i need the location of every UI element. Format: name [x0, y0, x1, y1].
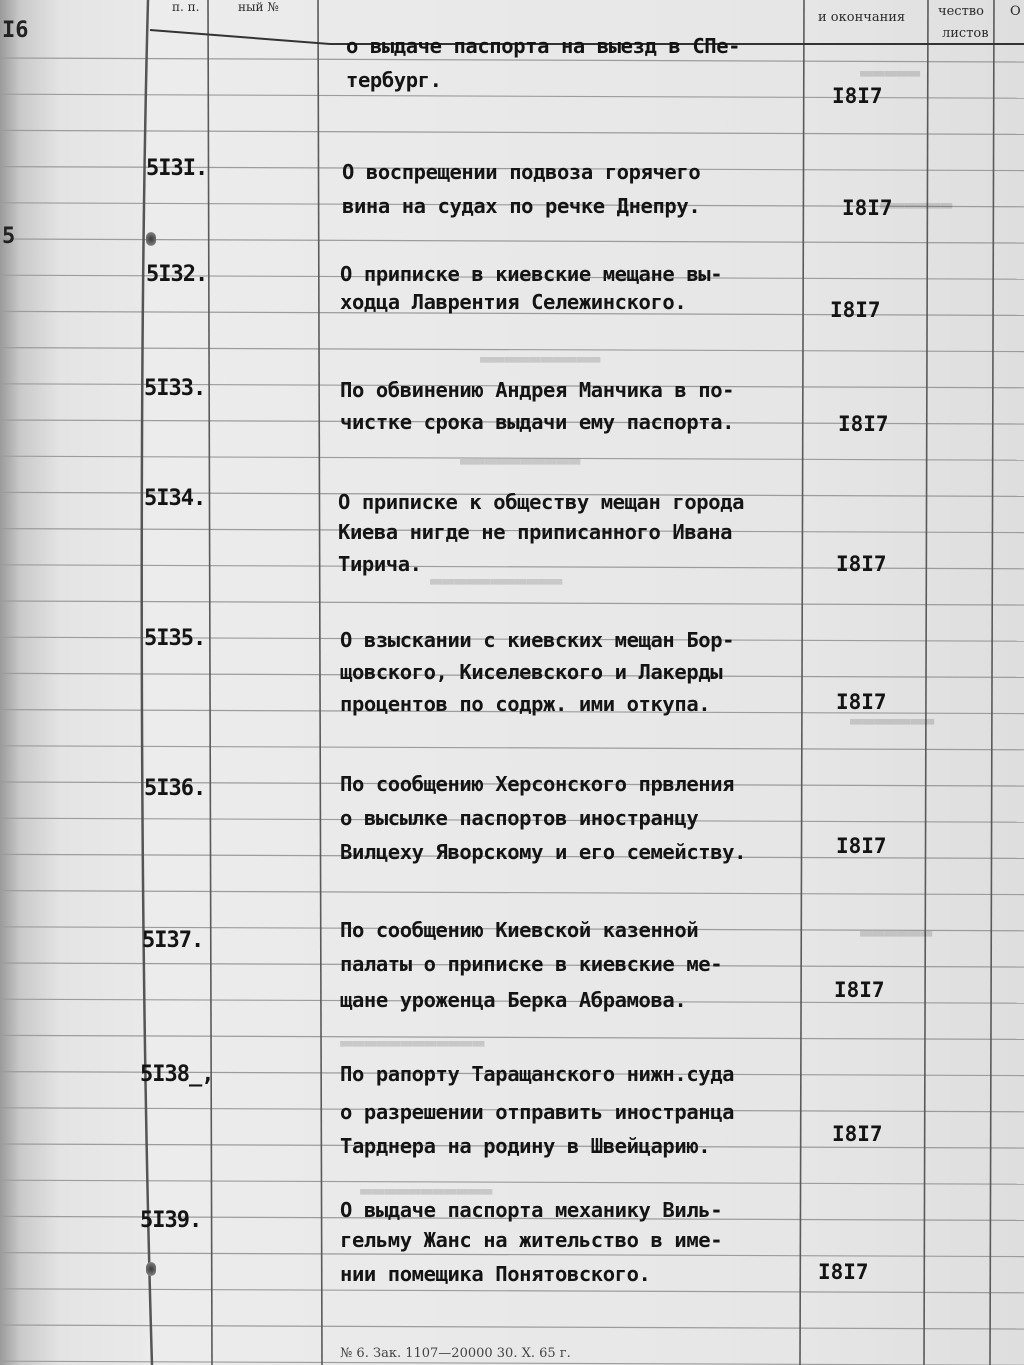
entry-title-line: О приписке в киевские мещане вы- [340, 262, 723, 286]
ruled-line [0, 130, 1024, 134]
bleed-through: ▬▬▬▬▬ [860, 60, 921, 84]
column-border-sheets [990, 0, 994, 1365]
punch-hole [146, 1262, 156, 1276]
bleed-through: ▬▬▬▬▬▬▬▬▬▬ [460, 448, 581, 472]
entry-title-line: о разрешении отправить иностранца [340, 1100, 735, 1124]
entry-year: I8I7 [836, 834, 887, 858]
header-col-sheet-count-bottom: листов [942, 26, 989, 41]
column-border-number [208, 0, 212, 1365]
ruled-line [0, 1325, 1024, 1329]
entry-year: I8I7 [838, 412, 889, 436]
bleed-through: ▬▬▬▬▬▬▬▬▬▬▬ [430, 568, 563, 592]
entry-year: I8I7 [818, 1260, 869, 1284]
ruled-line [0, 1253, 1024, 1257]
header-col-inventory: ный № [238, 0, 279, 14]
entry-number: 5I33. [144, 376, 206, 401]
bleed-through: ▬▬▬▬▬▬▬▬▬▬ [480, 346, 601, 370]
header-col-end-date: и окончания [818, 10, 906, 25]
entry-title-line: По рапорту Таращанского нижн.суда [340, 1062, 735, 1086]
ruled-line [0, 1289, 1024, 1293]
margin-mark-top: I6 [2, 18, 29, 43]
ruled-line [0, 1180, 1024, 1184]
entry-title-line: О приписке к обществу мещан города [338, 490, 745, 514]
column-border-inventory [318, 0, 322, 1365]
print-footer: № 6. Зак. 1107—20000 30. X. 65 г. [340, 1346, 571, 1361]
entry-year: I8I7 [832, 1122, 883, 1146]
entry-year: I8I7 [842, 196, 893, 220]
entry-number: 5I35. [144, 626, 206, 651]
entry-year: I8I7 [836, 552, 887, 576]
punch-hole [146, 232, 156, 246]
entry-title-line: ходца Лаврентия Сележинского. [340, 290, 687, 314]
bleed-through: ▬▬▬▬▬▬ [860, 920, 933, 944]
entry-year: I8I7 [830, 298, 881, 322]
header-col-number: п. п. [172, 0, 200, 14]
entry-title-line: О выдаче паспорта механику Виль- [340, 1198, 723, 1222]
entry-number: 5I39. [140, 1208, 202, 1233]
ruled-line [0, 746, 1024, 750]
entry-title-line: По сообщению Херсонского првления [340, 772, 735, 796]
entry-title-line: вина на судах по речке Днепру. [342, 194, 701, 218]
ruled-line [0, 1361, 1024, 1365]
entry-year: I8I7 [836, 690, 887, 714]
entry-title-line: щовского, Киселевского и Лакерды [340, 660, 723, 684]
entry-number: 5I34. [144, 486, 206, 511]
entry-title-line: чистке срока выдачи ему паспорта. [340, 410, 735, 434]
bleed-through: ▬▬▬▬▬▬▬▬▬▬▬ [360, 1178, 493, 1202]
column-border-title [800, 0, 804, 1365]
entry-title-line: щане уроженца Берка Абрамова. [340, 988, 687, 1012]
entry-title-line: палаты о приписке в киевские ме- [340, 952, 723, 976]
entry-title-line: о выдаче паспорта на выезд в СПе- [346, 34, 741, 58]
entry-number: 5I37. [142, 928, 204, 953]
bleed-through: ▬▬▬▬▬▬ [880, 192, 953, 216]
entry-title-line: Тарднера на родину в Швейцарию. [340, 1134, 711, 1158]
entry-title-line: гельму Жанс на жительство в име- [340, 1228, 723, 1252]
entry-title-line: тербург. [346, 68, 442, 92]
ruled-line [0, 891, 1024, 895]
entry-number: 5I38_, [140, 1062, 214, 1087]
entry-title-line: нии помещика Понятовского. [340, 1262, 651, 1286]
entry-title-line: Тирича. [338, 552, 422, 576]
ruled-line [0, 601, 1024, 605]
entry-number: 5I36. [144, 776, 206, 801]
entry-number: 5I3I. [146, 156, 208, 181]
bleed-through: ▬▬▬▬▬▬▬▬▬▬▬▬ [340, 1030, 485, 1054]
margin-mark-second: 5 [2, 224, 16, 249]
entry-number: 5I32. [146, 262, 208, 287]
entry-title-line: Вилцеху Яворскому и его семейству. [340, 840, 747, 864]
binding-edge [142, 0, 152, 1365]
entry-title-line: О воспрещении подвоза горячего [342, 160, 701, 184]
header-col-extra: О [1010, 4, 1021, 19]
entry-title-line: По сообщению Киевской казенной [340, 918, 699, 942]
entry-title-line: о высылке паспортов иностранцу [340, 806, 699, 830]
entry-title-line: процентов по содрж. ими откупа. [340, 692, 711, 716]
header-col-sheet-count-top: чество [938, 4, 984, 19]
entry-title-line: По обвинению Андрея Манчика в по- [340, 378, 735, 402]
entry-year: I8I7 [834, 978, 885, 1002]
bleed-through: ▬▬▬▬▬▬▬ [850, 708, 935, 732]
entry-year: I8I7 [832, 84, 883, 108]
ruled-line [0, 1035, 1024, 1039]
entry-title-line: О взыскании с киевских мещан Бор- [340, 628, 735, 652]
entry-title-line: Киева нигде не приписанного Ивана [338, 520, 733, 544]
